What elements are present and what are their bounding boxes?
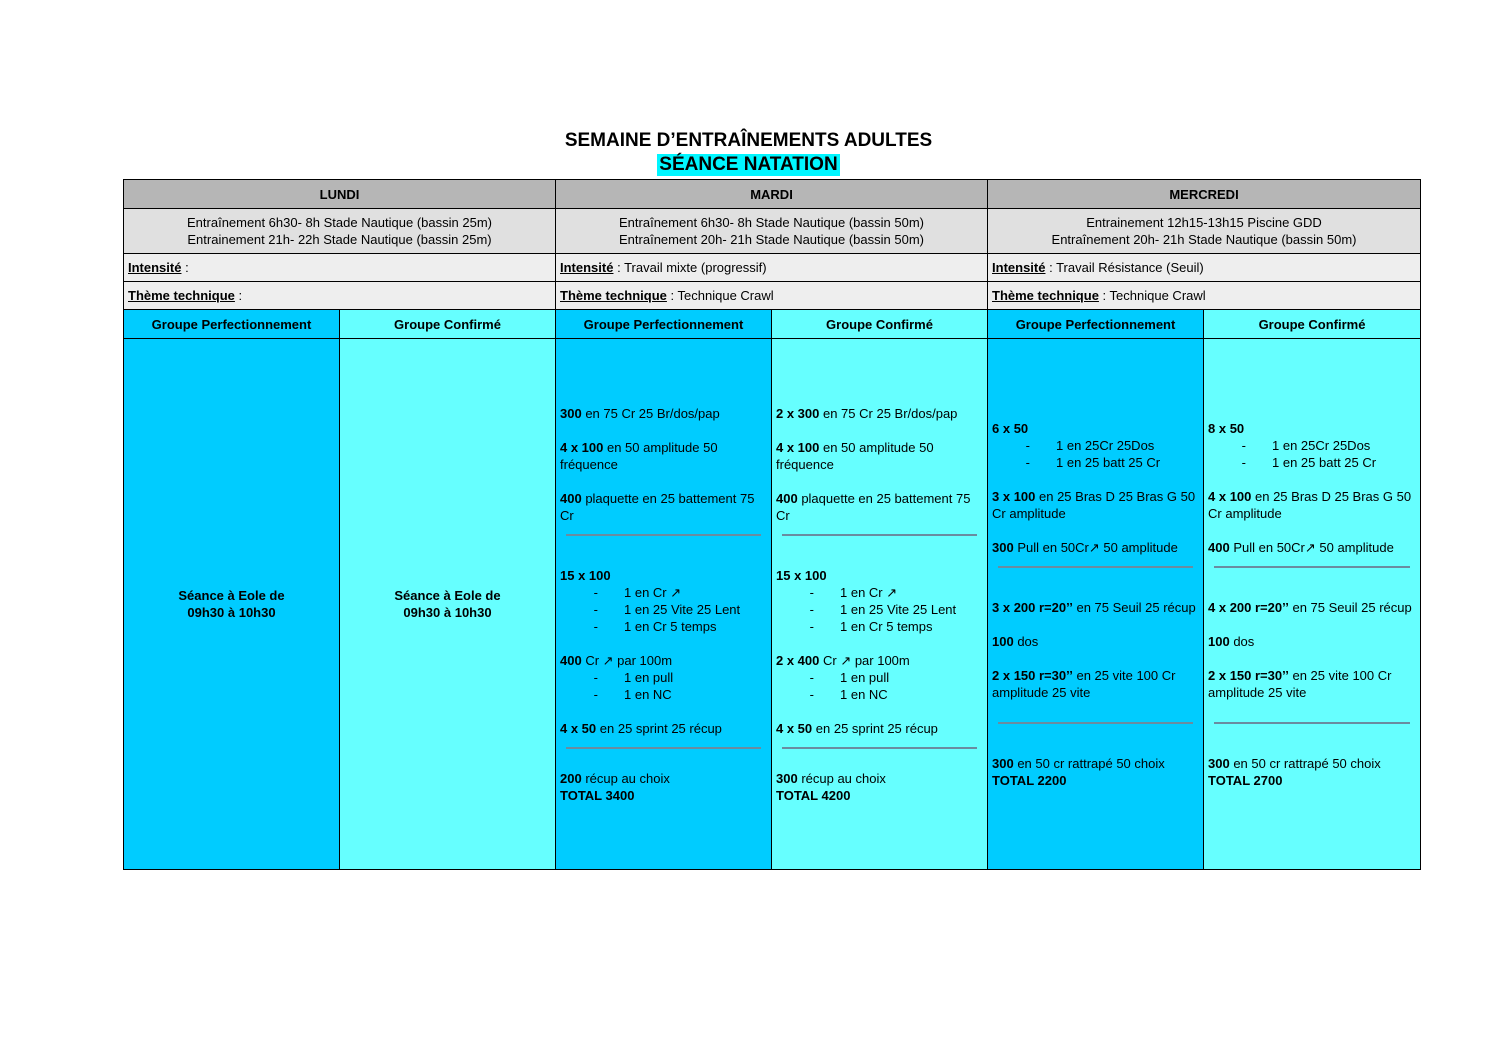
training-table xyxy=(123,179,1421,870)
colon: : xyxy=(1045,260,1057,275)
set-block: 2 x 400 Cr ↗ par 100m - 1 en pull - 1 en NC xyxy=(776,652,983,703)
colon: : xyxy=(181,260,189,275)
group-conf-mercredi: Groupe Confirmé xyxy=(1204,310,1421,339)
set-block: 400 plaquette en 25 battement 75 Cr xyxy=(560,490,755,523)
set-block: 300 en 75 Cr 25 Br/dos/pap xyxy=(560,405,720,421)
sub-item: - 1 en 25 Vite 25 Lent xyxy=(809,601,957,617)
separator-line xyxy=(782,534,977,536)
sub-item: - 1 en 25 batt 25 Cr xyxy=(1025,454,1161,470)
group-perf-lundi: Groupe Perfectionnement xyxy=(124,310,340,339)
session-lundi-conf xyxy=(340,339,556,870)
intensity-row xyxy=(124,254,1421,282)
intensity-lundi xyxy=(124,254,556,282)
total: TOTAL 2700 xyxy=(1208,772,1283,788)
set-block: 4 x 100 en 50 amplitude 50 fréquence xyxy=(776,439,934,472)
colon: : xyxy=(666,288,678,303)
page-subtitle: SÉANCE NATATION xyxy=(659,154,838,175)
group-perf-mardi: Groupe Perfectionnement xyxy=(556,310,772,339)
session-lundi-perf xyxy=(124,339,340,870)
set-block: 300 récup au choix xyxy=(776,770,886,786)
sub-item: - 1 en 25Cr 25Dos xyxy=(1025,437,1155,453)
set-block: 300 en 50 cr rattrapé 50 choix xyxy=(1208,755,1381,771)
set-block: 4 x 50 en 25 sprint 25 récup xyxy=(776,720,938,736)
day-header-row xyxy=(124,180,1421,209)
set-block: 2 x 300 en 75 Cr 25 Br/dos/pap xyxy=(776,405,958,421)
group-perf-mercredi: Groupe Perfectionnement xyxy=(988,310,1204,339)
set-block: 2 x 150 r=30’’ en 25 vite 100 Cr amplitude 25 vite xyxy=(1208,667,1392,700)
document-title-block xyxy=(0,128,1497,176)
theme-mercredi xyxy=(988,282,1421,310)
set-block: 8 x 50 - 1 en 25Cr 25Dos - 1 en 25 batt 25 Cr xyxy=(1208,420,1416,471)
separator-line xyxy=(782,747,977,749)
schedule-mercredi xyxy=(988,209,1421,254)
set-block: 15 x 100 - 1 en Cr ↗ - 1 en 25 Vite 25 Lent - 1 en Cr 5 temps xyxy=(560,567,767,635)
set-block: 400 plaquette en 25 battement 75 Cr xyxy=(776,490,971,523)
separator-line xyxy=(1214,722,1410,724)
colon: : xyxy=(613,260,625,275)
schedule-line: Entraînement 6h30- 8h Stade Nautique (bassin 25m) xyxy=(187,215,492,230)
set-block: 2 x 150 r=30’’ en 25 vite 100 Cr amplitude 25 vite xyxy=(992,667,1176,700)
colon: : xyxy=(1098,288,1110,303)
schedule-line: Entrainement 12h15-13h15 Piscine GDD xyxy=(1086,215,1322,230)
sub-item: - 1 en Cr ↗ xyxy=(593,584,682,600)
intensity-value: Travail Résistance (Seuil) xyxy=(1056,260,1204,275)
theme-lundi xyxy=(124,282,556,310)
theme-value: Technique Crawl xyxy=(1109,288,1206,303)
session-mardi-perf xyxy=(556,339,772,870)
set-block: 200 récup au choix xyxy=(560,770,670,786)
set-block: 4 x 50 en 25 sprint 25 récup xyxy=(560,720,722,736)
set-block: 400 Pull en 50Cr↗ 50 amplitude xyxy=(1208,539,1394,555)
separator-line xyxy=(998,566,1193,568)
intensity-label: Intensité xyxy=(560,260,614,275)
set-block: 3 x 200 r=20’’ en 75 Seuil 25 récup xyxy=(992,599,1196,615)
schedule-row xyxy=(124,209,1421,254)
set-block: 4 x 100 en 50 amplitude 50 fréquence xyxy=(560,439,718,472)
eole-line: 09h30 à 10h30 xyxy=(187,605,276,620)
total: TOTAL 2200 xyxy=(992,772,1067,788)
set-block: 400 Cr ↗ par 100m - 1 en pull - 1 en NC xyxy=(560,652,767,703)
group-conf-mardi: Groupe Confirmé xyxy=(772,310,988,339)
set-block: 6 x 50 - 1 en 25Cr 25Dos - 1 en 25 batt 25 Cr xyxy=(992,420,1199,471)
sub-item: - 1 en 25 batt 25 Cr xyxy=(1241,454,1377,470)
day-lundi: LUNDI xyxy=(124,180,556,209)
total: TOTAL 4200 xyxy=(776,787,851,803)
set-block: 100 dos xyxy=(1208,633,1255,649)
page-title: SEMAINE D’ENTRAÎNEMENTS ADULTES xyxy=(564,130,933,151)
set-block: 4 x 100 en 25 Bras D 25 Bras G 50 Cr amplitude xyxy=(1208,488,1412,521)
session-content-row xyxy=(124,339,1421,870)
schedule-line: Entraînement 20h- 21h Stade Nautique (bassin 50m) xyxy=(619,232,924,247)
intensity-mercredi xyxy=(988,254,1421,282)
intensity-label: Intensité xyxy=(992,260,1046,275)
eole-line: Séance à Eole de xyxy=(178,588,285,603)
sub-item: - 1 en Cr 5 temps xyxy=(593,618,717,634)
schedule-mardi xyxy=(556,209,988,254)
theme-label: Thème technique xyxy=(560,288,667,303)
schedule-line: Entraînement 6h30- 8h Stade Nautique (bassin 50m) xyxy=(619,215,924,230)
sub-item: - 1 en pull xyxy=(809,669,890,685)
day-mardi: MARDI xyxy=(556,180,988,209)
intensity-value: Travail mixte (progressif) xyxy=(624,260,767,275)
set-block: 300 en 50 cr rattrapé 50 choix xyxy=(992,755,1165,771)
sub-item: - 1 en pull xyxy=(593,669,674,685)
theme-label: Thème technique xyxy=(992,288,1099,303)
sub-item: - 1 en Cr ↗ xyxy=(809,584,898,600)
session-mercredi-perf xyxy=(988,339,1204,870)
separator-line xyxy=(566,534,761,536)
schedule-lundi xyxy=(124,209,556,254)
eole-line: 09h30 à 10h30 xyxy=(403,605,492,620)
set-block: 3 x 100 en 25 Bras D 25 Bras G 50 Cr amplitude xyxy=(992,488,1196,521)
set-block: 15 x 100 - 1 en Cr ↗ - 1 en 25 Vite 25 Lent - 1 en Cr 5 temps xyxy=(776,567,983,635)
separator-line xyxy=(566,747,761,749)
set-block: 4 x 200 r=20’’ en 75 Seuil 25 récup xyxy=(1208,599,1412,615)
separator-line xyxy=(998,722,1193,724)
eole-line: Séance à Eole de xyxy=(394,588,501,603)
session-mercredi-conf xyxy=(1204,339,1421,870)
sub-item: - 1 en 25Cr 25Dos xyxy=(1241,437,1371,453)
theme-mardi xyxy=(556,282,988,310)
theme-row xyxy=(124,282,1421,310)
sub-item: - 1 en Cr 5 temps xyxy=(809,618,933,634)
day-mercredi: MERCREDI xyxy=(988,180,1421,209)
set-block: 300 Pull en 50Cr↗ 50 amplitude xyxy=(992,539,1178,555)
sub-item: - 1 en 25 Vite 25 Lent xyxy=(593,601,741,617)
sub-item: - 1 en NC xyxy=(593,686,672,702)
session-mardi-conf xyxy=(772,339,988,870)
theme-label: Thème technique xyxy=(128,288,235,303)
schedule-line: Entraînement 20h- 21h Stade Nautique (bassin 50m) xyxy=(1051,232,1357,247)
set-block: 100 dos xyxy=(992,633,1039,649)
group-header-row xyxy=(124,310,1421,339)
schedule-line: Entrainement 21h- 22h Stade Nautique (bassin 25m) xyxy=(187,232,492,247)
intensity-mardi xyxy=(556,254,988,282)
group-conf-lundi: Groupe Confirmé xyxy=(340,310,556,339)
colon: : xyxy=(234,288,243,303)
theme-value: Technique Crawl xyxy=(677,288,774,303)
separator-line xyxy=(1214,566,1410,568)
total: TOTAL 3400 xyxy=(560,787,635,803)
sub-item: - 1 en NC xyxy=(809,686,888,702)
intensity-label: Intensité xyxy=(128,260,182,275)
